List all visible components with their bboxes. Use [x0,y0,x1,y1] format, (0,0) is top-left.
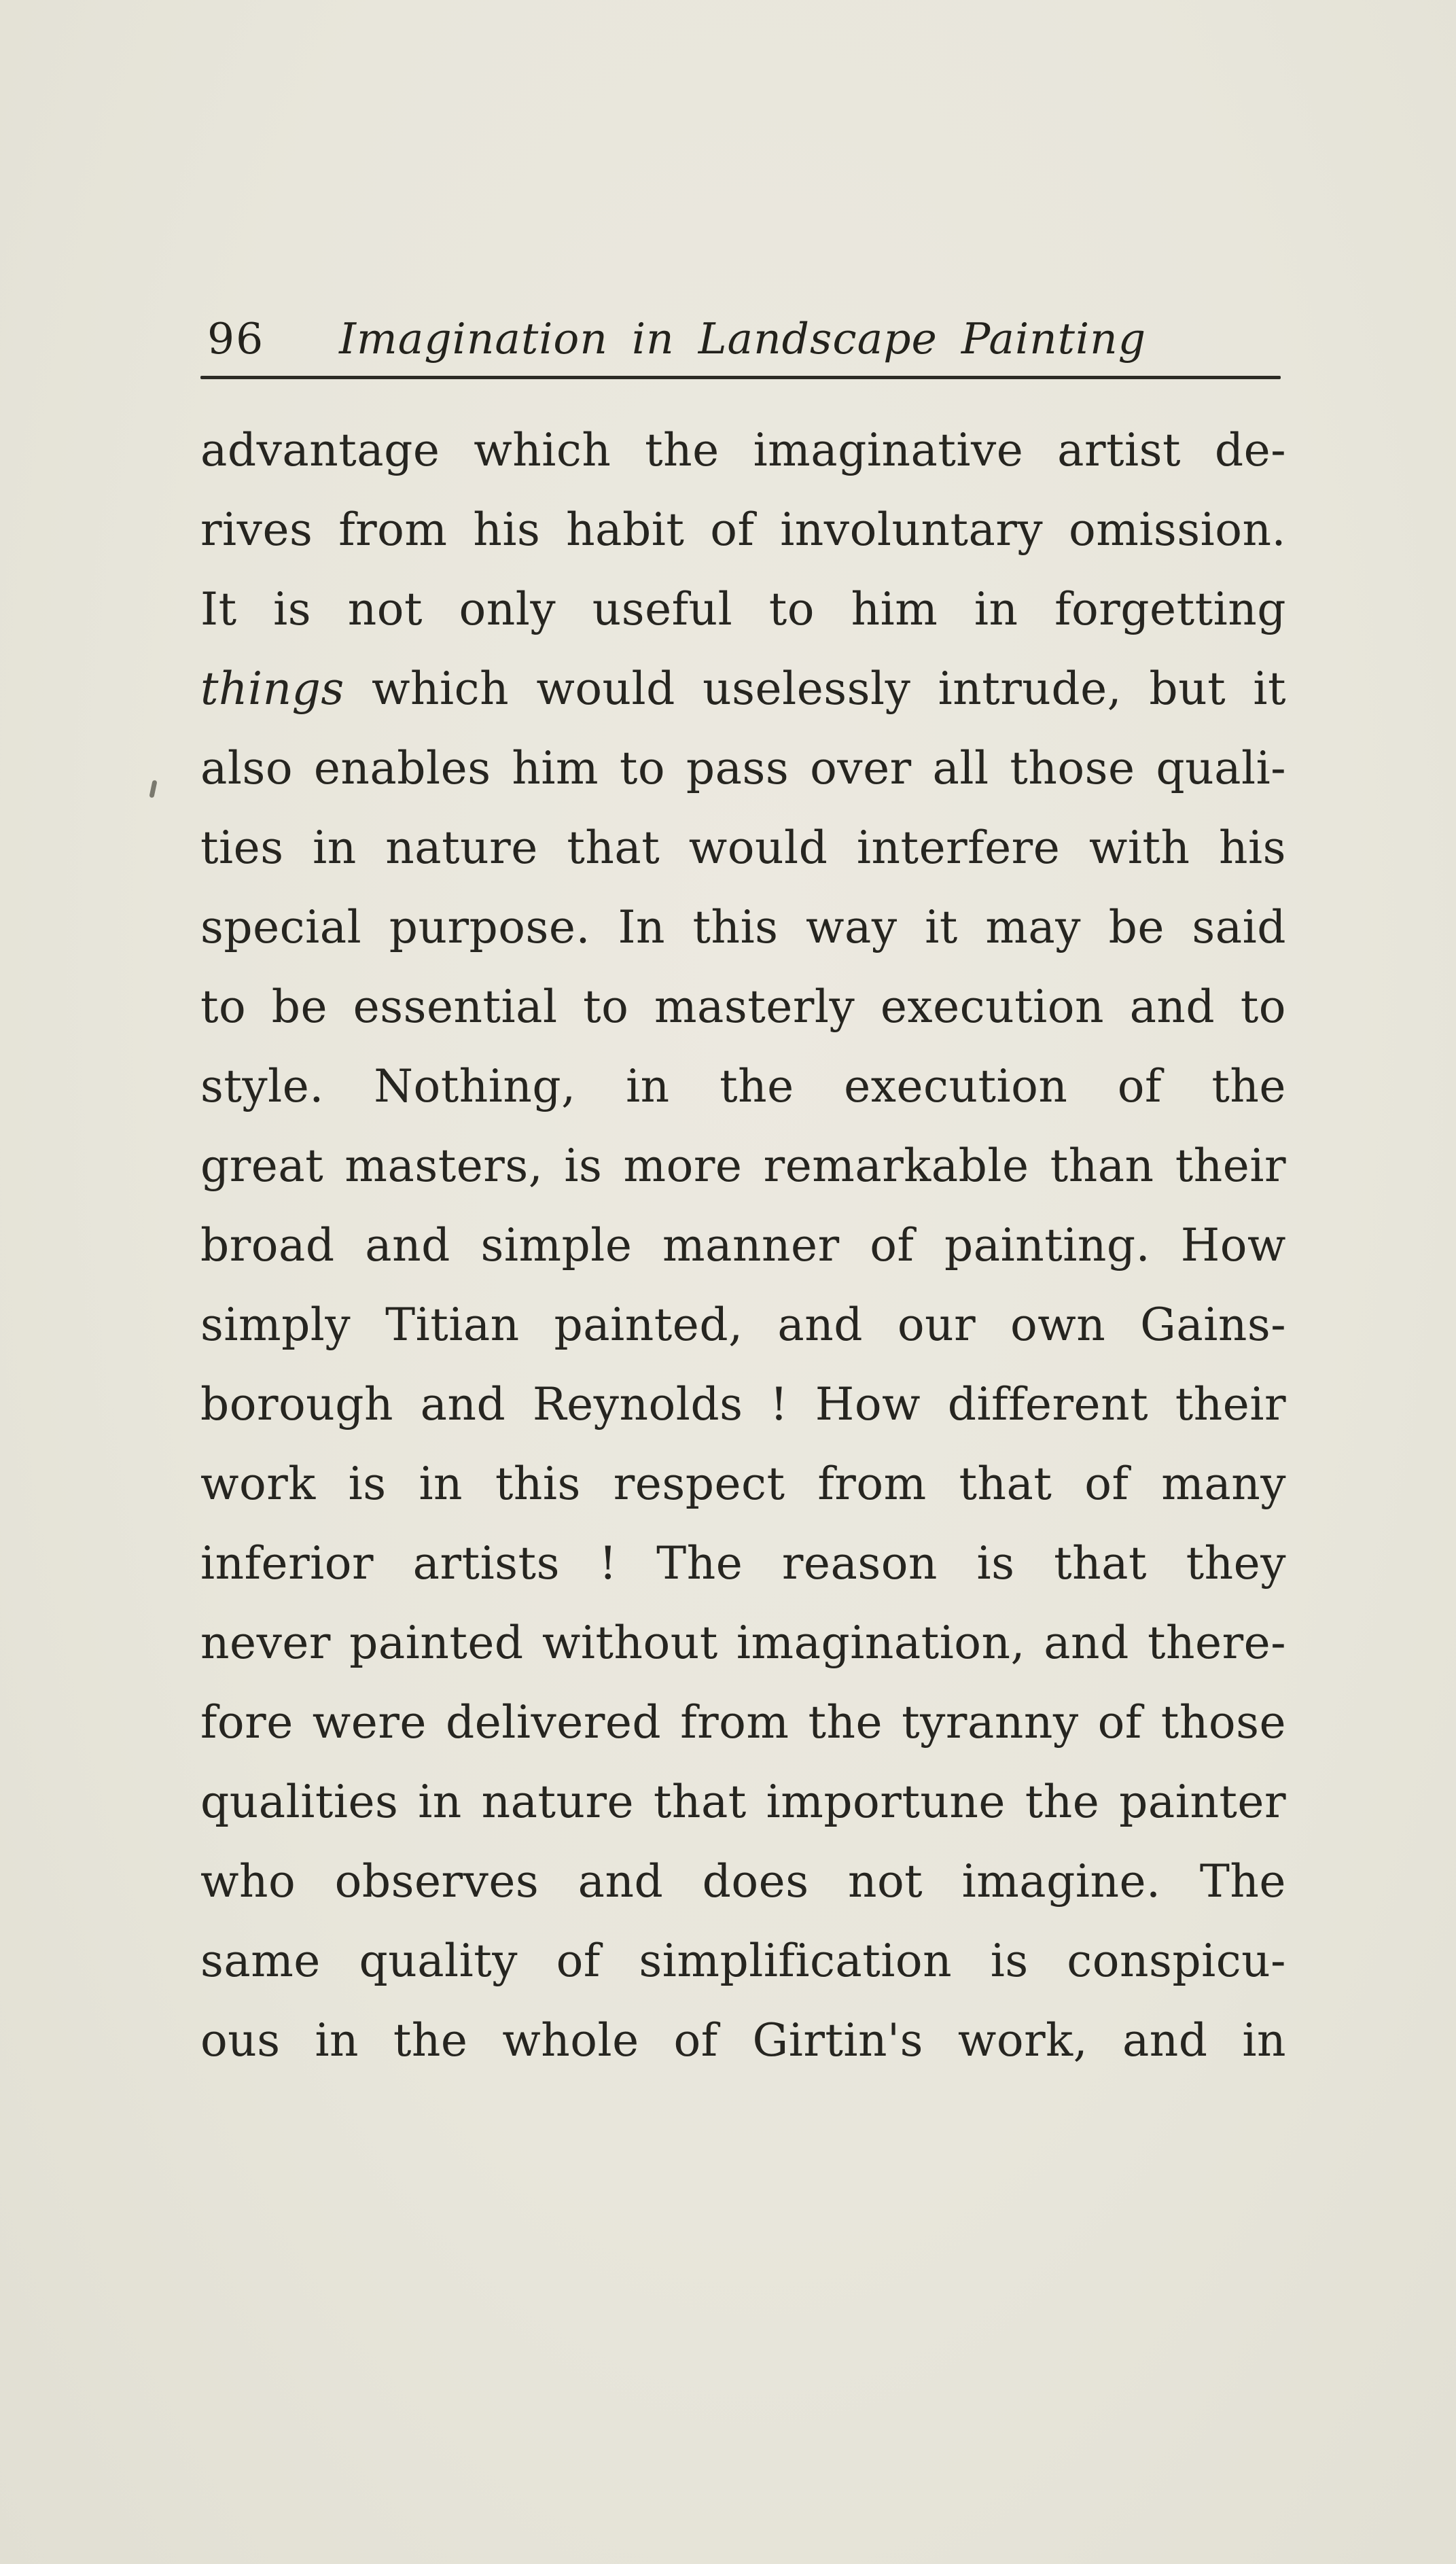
body-line: to be essential to masterly execution and to [200,981,1286,1033]
body-line: great masters, is more remarkable than their [200,1140,1286,1192]
body-line: borough and Reynolds ! How different their [200,1378,1286,1430]
body-line: style. Nothing, in the execution of the [200,1060,1286,1112]
body-line: never painted without imagination, and there- [200,1617,1286,1669]
body-line: also enables him to pass over all those quali- [200,742,1286,794]
page-content [200,314,1286,2080]
body-line-text: which would uselessly intrude, but it [344,663,1286,715]
body-line: simply Titian painted, and our own Gains- [200,1299,1286,1351]
body-text [200,410,1286,2080]
body-line: inferior artists ! The reason is that they [200,1537,1286,1590]
body-line: ties in nature that would interfere with his [200,822,1286,874]
body-line: special purpose. In this way it may be said [200,901,1286,953]
body-line: ous in the whole of Girtin's work, and in [200,2014,1286,2067]
body-line: advantage which the imaginative artist de- [200,424,1286,476]
body-line [200,649,1286,728]
page-number: 96 [207,314,265,364]
page-header [200,314,1286,364]
body-line: who observes and does not imagine. The [200,1855,1286,1908]
running-title: Imagination in Landscape Painting [339,314,1147,364]
body-line: It is not only useful to him in forgetting [200,583,1286,635]
body-line: fore were delivered from the tyranny of those [200,1696,1286,1749]
body-line: work is in this respect from that of many [200,1458,1286,1510]
italic-word: things [200,663,344,715]
body-line: same quality of simplification is conspicu- [200,1935,1286,1987]
body-line: rives from his habit of involuntary omission. [200,504,1286,556]
body-line: broad and simple manner of painting. How [200,1219,1286,1271]
header-rule [200,376,1281,379]
print-artifact [149,780,157,798]
body-line: qualities in nature that importune the painter [200,1776,1286,1828]
